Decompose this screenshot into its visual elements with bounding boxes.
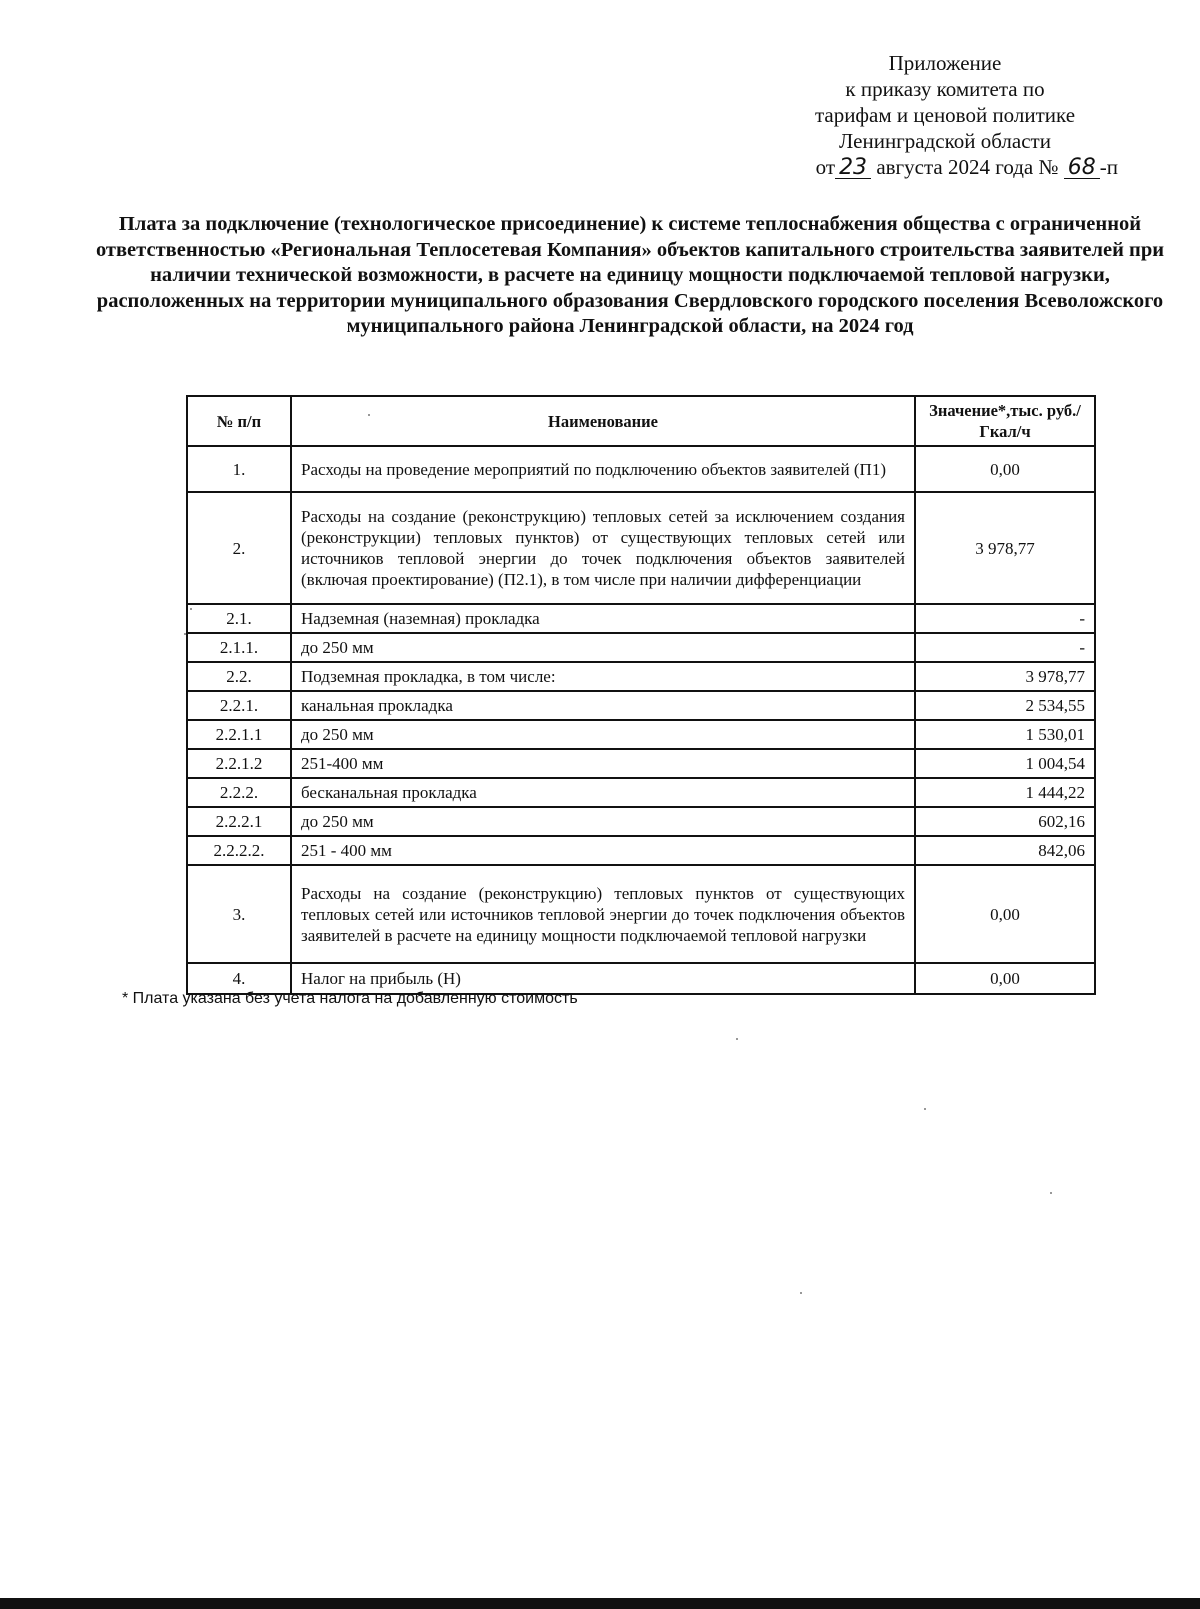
table-header-row <box>187 396 1095 446</box>
appendix-line-2: к приказу комитета по <box>845 77 1045 101</box>
row-value: 602,16 <box>915 807 1095 836</box>
row-num: 2.2.2.2. <box>187 836 291 865</box>
row-num: 2.2.2. <box>187 778 291 807</box>
appendix-line-1: Приложение <box>888 51 1002 75</box>
row-value: 1 444,22 <box>915 778 1095 807</box>
row-value: - <box>915 633 1095 662</box>
appendix-line-3: тарифам и ценовой политике <box>814 103 1076 127</box>
table-row <box>187 720 1095 749</box>
row-num: 2.2. <box>187 662 291 691</box>
row-name: до 250 мм <box>291 720 915 749</box>
scan-speck <box>924 1108 926 1110</box>
row-value: 1 004,54 <box>915 749 1095 778</box>
row-num: 2. <box>187 492 291 604</box>
row-name: канальная прокладка <box>291 691 915 720</box>
header-value: Значение*,тыс. руб./Гкал/ч <box>915 396 1095 446</box>
appendix-header <box>760 50 1130 180</box>
row-value: 0,00 <box>915 963 1095 994</box>
table-row <box>187 492 1095 604</box>
row-name: Расходы на создание (реконструкцию) тепловых сетей за исключением создания (реконструкции) тепловых пунктов) от существующих тепловых сетей или источников тепловой энергии до точек подключения объектов заявителей (включая проектирование) (П2.1), в том числе при наличии дифференциации <box>291 492 915 604</box>
scan-speck <box>800 1292 802 1294</box>
order-date-line <box>760 154 1130 180</box>
scan-speck <box>736 1038 738 1040</box>
row-num: 1. <box>187 446 291 492</box>
row-num: 2.2.2.1 <box>187 807 291 836</box>
row-name: до 250 мм <box>291 633 915 662</box>
appendix-line-4: Ленинградской области <box>839 129 1051 153</box>
scan-speck <box>368 414 370 416</box>
table-row <box>187 446 1095 492</box>
row-name: 251-400 мм <box>291 749 915 778</box>
row-num: 2.1. <box>187 604 291 633</box>
date-rest: августа 2024 года № <box>876 155 1059 179</box>
table-row <box>187 778 1095 807</box>
row-name: до 250 мм <box>291 807 915 836</box>
row-value: 3 978,77 <box>915 492 1095 604</box>
table-row <box>187 662 1095 691</box>
handwritten-order-number: 68 <box>1064 158 1100 179</box>
footnote: * Плата указана без учета налога на добавленную стоимость <box>122 990 578 1007</box>
table-row <box>187 749 1095 778</box>
scan-edge <box>0 1598 1200 1609</box>
date-prefix: от <box>815 155 836 179</box>
row-value: 3 978,77 <box>915 662 1095 691</box>
row-num: 4. <box>187 963 291 994</box>
header-name: Наименование <box>291 396 915 446</box>
scan-speck <box>1050 1192 1052 1194</box>
row-value: 1 530,01 <box>915 720 1095 749</box>
table-row <box>187 865 1095 963</box>
row-name: Налог на прибыль (Н) <box>291 963 915 994</box>
row-name: 251 - 400 мм <box>291 836 915 865</box>
order-suffix: -п <box>1099 155 1118 179</box>
row-name: Расходы на создание (реконструкцию) тепловых пунктов от существующих тепловых сетей или источников тепловой энергии до точек подключения объектов заявителей в расчете на единицу мощности подключаемой тепловой нагрузки <box>291 865 915 963</box>
row-name: Подземная прокладка, в том числе: <box>291 662 915 691</box>
row-num: 2.2.1.1 <box>187 720 291 749</box>
row-value: 2 534,55 <box>915 691 1095 720</box>
row-value: 842,06 <box>915 836 1095 865</box>
table-row <box>187 836 1095 865</box>
row-value: 0,00 <box>915 865 1095 963</box>
row-value: - <box>915 604 1095 633</box>
scan-speck <box>190 608 192 610</box>
row-num: 2.1.1. <box>187 633 291 662</box>
row-name: бесканальная прокладка <box>291 778 915 807</box>
row-name: Надземная (наземная) прокладка <box>291 604 915 633</box>
scan-speck <box>184 633 186 635</box>
table-row <box>187 691 1095 720</box>
document-title: Плата за подключение (технологическое присоединение) к системе теплоснабжения общества с ограниченной ответственностью «Региональная Теплосетевая Компания» объектов капитального строительства заявителей при наличии технической возможности, в расчете на единицу мощности подключаемой тепловой нагрузки, расположенных на территории муниципального образования Свердловского городского поселения Всеволожского муниципального района Ленинградской области, на 2024 год <box>95 213 1165 337</box>
table-row <box>187 807 1095 836</box>
table-row <box>187 633 1095 662</box>
tariff-table <box>186 395 1096 995</box>
header-num: № п/п <box>187 396 291 446</box>
row-num: 3. <box>187 865 291 963</box>
row-num: 2.2.1.2 <box>187 749 291 778</box>
table-row <box>187 604 1095 633</box>
handwritten-day: 23 <box>835 158 871 179</box>
row-name: Расходы на проведение мероприятий по подключению объектов заявителей (П1) <box>291 446 915 492</box>
row-value: 0,00 <box>915 446 1095 492</box>
row-num: 2.2.1. <box>187 691 291 720</box>
